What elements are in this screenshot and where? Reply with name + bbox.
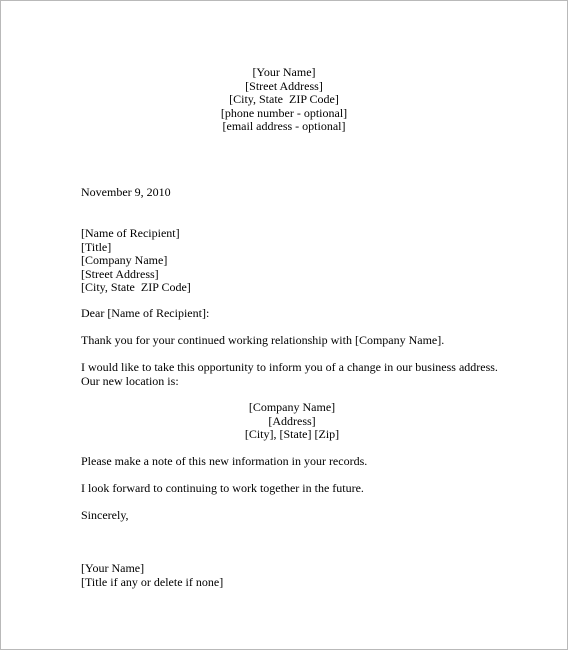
- new-address-street: [Address]: [268, 413, 316, 428]
- new-address-city-state-zip: [City], [State] [Zip]: [244, 427, 340, 441]
- forward-paragraph: I look forward to continuing to work together in the future.: [81, 481, 364, 495]
- sender-address-block: [1, 66, 567, 134]
- signature-block: [81, 562, 223, 589]
- sender-city-state-zip: [City, State ZIP Code]: [229, 92, 339, 106]
- inform-paragraph: [81, 361, 498, 388]
- recipient-title: [Title]: [81, 239, 112, 254]
- thanks-paragraph: Thank you for your continued working relationship with [Company Name].: [81, 333, 445, 347]
- recipient-name: [Name of Recipient]: [81, 226, 180, 240]
- recipient-company: [Company Name]: [81, 253, 168, 267]
- recipient-street-address: [Street Address]: [81, 266, 159, 281]
- closing: Sincerely,: [81, 508, 129, 522]
- salutation: Dear [Name of Recipient]:: [81, 306, 210, 320]
- signature-name: [Your Name]: [81, 561, 145, 575]
- sender-phone: [phone number - optional]: [220, 105, 348, 120]
- inform-line-1: I would like to take this opportunity to inform you of a change in our business address.: [81, 360, 498, 374]
- signature-title: [Title if any or delete if none]: [81, 574, 224, 589]
- sender-street-address: [Street Address]: [245, 78, 323, 93]
- sender-email: [email address - optional]: [222, 119, 346, 133]
- new-address-block: [1, 401, 568, 442]
- letter-date: November 9, 2010: [81, 185, 171, 199]
- sender-name: [Your Name]: [252, 65, 316, 79]
- note-paragraph: Please make a note of this new information in your records.: [81, 454, 368, 468]
- inform-line-2: Our new location is:: [81, 373, 179, 388]
- recipient-city-state-zip: [City, State ZIP Code]: [81, 280, 191, 294]
- recipient-address-block: [81, 227, 191, 295]
- new-address-company: [Company Name]: [248, 400, 336, 414]
